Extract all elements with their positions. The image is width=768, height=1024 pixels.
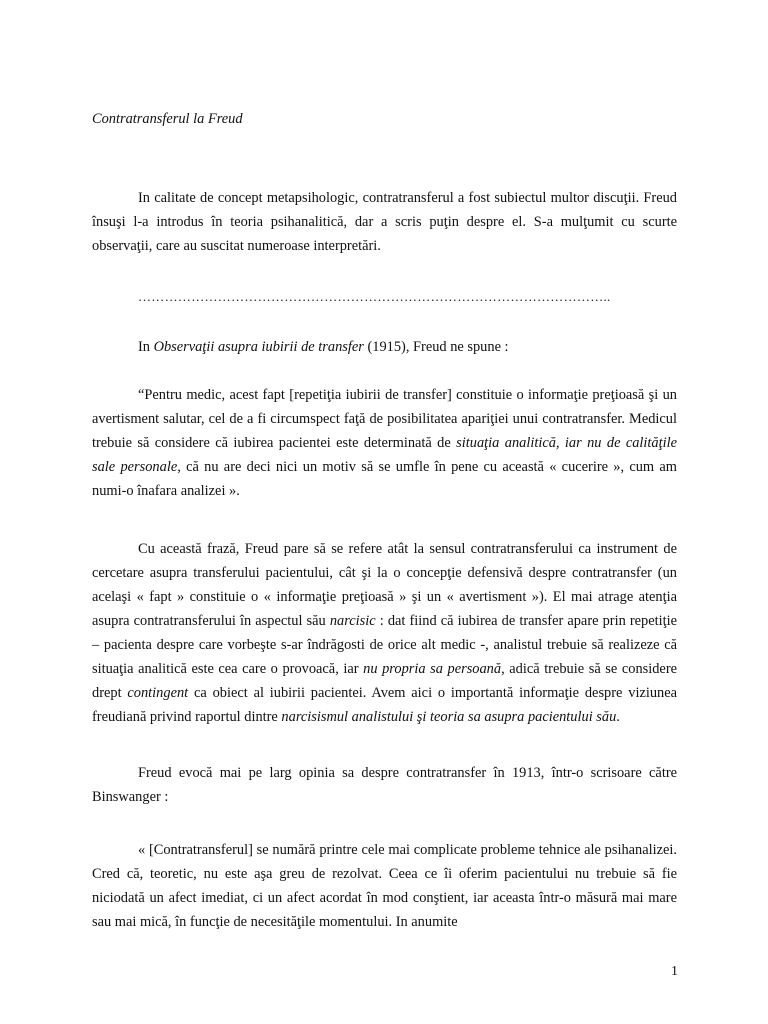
italic-emphasis: narcisic [329,613,376,629]
italic-emphasis: situaţia analitică, iar nu de calităţile sale personale [92,435,677,475]
italic-work-title: Observaţii asupra iubirii de transfer [153,339,364,355]
paragraph-commentary [92,537,677,729]
paragraph-intro: In calitate de concept metapsihologic, contratransferul a fost subiectul multor discuţii. Freud însuşi l-a introdus în teoria psihanalitică, dar a scris puţin despre el. S-a mulţumit cu scurte observaţii, care au suscitat numeroase interpretări. [92,190,677,254]
text-run: In [138,339,154,355]
italic-emphasis: contingent [127,685,189,701]
text-run: ca obiect al iubirii pacientei. Avem aici o importantă informaţie despre viziunea freudiană privind raportul dintre [92,685,677,725]
page-title: Contratransferul la Freud [92,111,243,127]
text-run: , că nu are deci nici un motiv să se umfle în pene cu această « cucerire », cum am numi-o înafara analizei ». [92,459,677,499]
italic-emphasis: nu propria sa persoană [363,661,502,677]
paragraph-reference [92,335,677,359]
quote-freud-1915 [92,383,677,503]
document-page [92,0,677,1024]
section-separator: …………………………………………………………………………………………….. [138,289,611,304]
text-run: (1915), Freud ne spune : [363,339,509,355]
page-number: 1 [671,964,678,979]
text-run: Cu această frază, Freud pare să se refere atât la sensul contratransferului ca instrument de cercetare asupra transferului pacientului, cât şi la o concepţie defensivă despre contratransfer (un acelaşi « fapt » constituie o « informaţie preţioasă » şi un « avertisment »). El mai atrage atenţia asupra contratransferului în aspectul său [92,541,677,629]
quote-freud-1913: « [Contratransferul] se numără printre cele mai complicate probleme tehnice ale psihanalizei. Cred că, teoretic, nu este aşa greu de rezolvat. Ceea ce îi oferim pacientului nu trebuie să fie niciodată un afect imediat, ci un afect acordat în mod conştient, iar aceasta într-o măsură mai mare sau mai mică, în funcţie de necesităţile momentului. In anumite [92,842,677,930]
text-run: : dat fiind că iubirea de transfer apare prin repetiţie – pacienta despre care vorbeşte s-ar îndrăgosti de orice alt medic -, analistul trebuie să realizeze că situaţia analitică este cea care o provoacă, iar [92,613,677,677]
text-run: , adică trebuie să se considere drept [92,661,677,701]
paragraph-binswanger: Freud evocă mai pe larg opinia sa despre contratransfer în 1913, într-o scrisoare către Binswanger : [92,765,677,805]
text-run: . [616,709,620,725]
italic-emphasis: narcisismul analistului şi teoria sa asupra pacientului său [281,709,617,725]
text-run: “Pentru medic, acest fapt [repetiţia iubirii de transfer] constituie o informaţie preţioasă şi un avertisment salutar, cel de a fi circumspect faţă de posibilitatea apariţiei unui contratransfer. Medicul trebuie să considere că iubirea pacientei este determinată de [92,387,677,451]
